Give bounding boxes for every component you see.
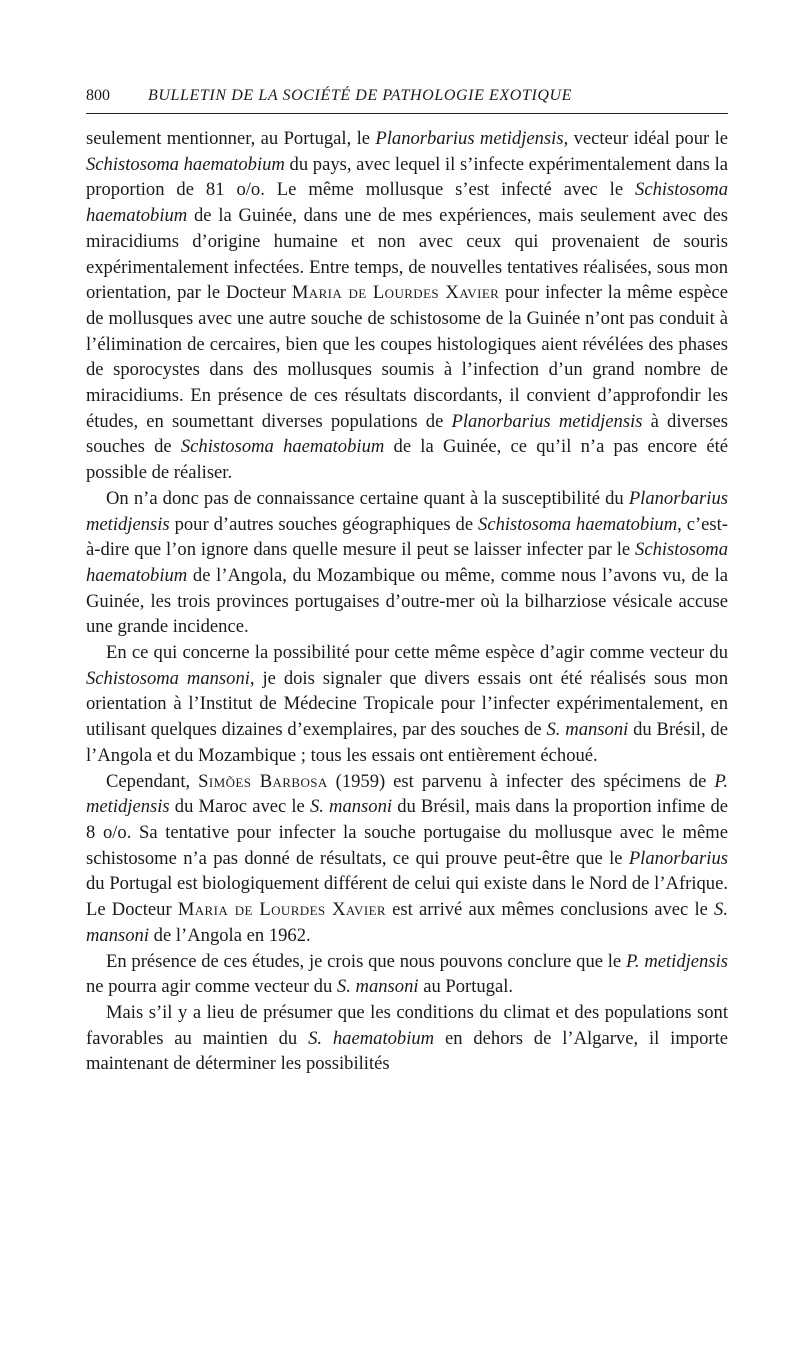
text-run: du Brésil, mais dans la proportion infime de 8 o/o. Sa tentative pour infecter la souche portugaise du mollusque avec le même schistosome n’a pas donné de résultats, ce qui prouve peut-être que le (86, 796, 729, 869)
species-name: Planorbarius metidjensis (451, 410, 643, 432)
species-name: S. mansoni (546, 719, 629, 741)
text-run: , vecteur idéal pour le (563, 128, 728, 149)
species-name: Schistosoma haematobium (180, 436, 385, 458)
running-title: BULLETIN DE LA SOCIÉTÉ DE PATHOLOGIE EXOTIQUE (148, 87, 573, 104)
text-run: Mais s’il y a lieu de présumer que les conditions du climat et des populations sont favorables au maintien du (86, 1001, 728, 1049)
species-name: S. haematobium (308, 1027, 435, 1049)
text-run: de la Guinée, ce qu’il n’a pas encore été possible de réaliser. (86, 436, 728, 484)
text-run: est arrivé aux mêmes conclusions avec le (385, 899, 715, 921)
species-name: Planorbarius metidjensis (86, 487, 728, 535)
page-number: 800 (86, 87, 110, 104)
text-run: du Portugal est biologiquement différent de celui qui existe dans le Nord de l’Afrique. Le Docteur (86, 873, 728, 921)
article-body (86, 126, 728, 1077)
text-run: seulement mentionner, au Portugal, le (86, 128, 376, 149)
text-run: du pays, avec lequel il s’infecte expérimentalement dans la proportion de 81 o/o. Le même mollusque s’est infecté avec le (86, 153, 728, 201)
text-run: du Maroc avec le (169, 796, 310, 818)
author-name: Maria de Lourdes Xavier (291, 282, 500, 304)
species-name: Planorbarius metidjensis (375, 128, 564, 149)
running-header (86, 86, 728, 106)
paragraph (86, 486, 728, 640)
paragraph (86, 769, 728, 949)
text-run: ne pourra agir comme vecteur du (86, 976, 337, 998)
header-rule (86, 113, 728, 114)
text-run: , je dois signaler que divers essais ont été réalisés sous mon orientation à l’Institut de Médecine Tropicale pour l’infecter expérimentalement, en utilisant quelques dizaines d’exemplaires, par des souches de (86, 667, 729, 741)
text-run: Cependant, (106, 770, 199, 792)
text-run: à diverses souches de (86, 410, 728, 458)
text-run: , c’est-à-dire que l’on ignore dans quelle mesure il peut se laisser infecter par le (86, 513, 729, 561)
text-run: pour infecter la même espèce de mollusques avec une autre souche de schistosome de la Guinée n’ont pas conduit à l’élimination de cercaires, bien que les coupes histologiques aient révélées des phases de sporocystes dans des mollusques soumis à l’infection d’un grand nombre de miracidiums. En présence de ces résultats discordants, il convient d’approfondir les études, en soumettant diverses populations de (86, 282, 728, 432)
species-name: Schistosoma haematobium (86, 539, 728, 586)
species-name: Schistosoma mansoni (86, 667, 250, 689)
species-name: P. metidjensis (86, 770, 728, 818)
text-run: On n’a donc pas de connaissance certaine quant à la susceptibilité du (106, 487, 629, 509)
text-run: en dehors de l’Algarve, il importe maintenant de déterminer les possibilités (86, 1027, 728, 1075)
text-run: du Brésil, de l’Angola et du Mozambique ; tous les essais ont entièrement échoué. (86, 719, 728, 766)
author-name: Maria de Lourdes Xavier (177, 899, 386, 921)
species-name: Planorbarius (628, 847, 728, 869)
species-name: Schistosoma haematobium (86, 153, 285, 175)
species-name: S. mansoni (86, 899, 728, 946)
paragraph (86, 949, 728, 1000)
text-run: (1959) est parvenu à infecter des spécimens de (327, 770, 715, 792)
text-run: de l’Angola, du Mozambique ou même, comme nous l’avons vu, de la Guinée, les trois provinces portugaises d’outre-mer où la bilharziose vésicale accuse une grande incidence. (86, 564, 728, 638)
text-run: au Portugal. (418, 976, 514, 998)
text-run: En ce qui concerne la possibilité pour cette même espèce d’agir comme vecteur du (106, 642, 728, 664)
text-run: En présence de ces études, je crois que nous pouvons conclure que le (106, 950, 626, 972)
text-run: de la Guinée, dans une de mes expériences, mais seulement avec des miracidiums d’origine humaine et non avec ceux qui provenaient de souris expérimentalement infectées. Entre temps, de nouvelles tentatives réalisées, sous mon orientation, par le Docteur (86, 205, 728, 304)
species-name: Schistosoma haematobium (86, 179, 728, 227)
text-run: pour d’autres souches géographiques de (169, 513, 479, 535)
paragraph (86, 1000, 728, 1077)
paragraph (86, 126, 728, 486)
species-name: S. mansoni (336, 976, 419, 998)
text-run: de l’Angola en 1962. (149, 924, 311, 946)
author-name: Simões Barbosa (198, 770, 328, 792)
species-name: S. mansoni (309, 796, 393, 818)
species-name: P. metidjensis (625, 950, 728, 972)
species-name: Schistosoma haematobium (478, 513, 678, 535)
paragraph (86, 640, 728, 769)
